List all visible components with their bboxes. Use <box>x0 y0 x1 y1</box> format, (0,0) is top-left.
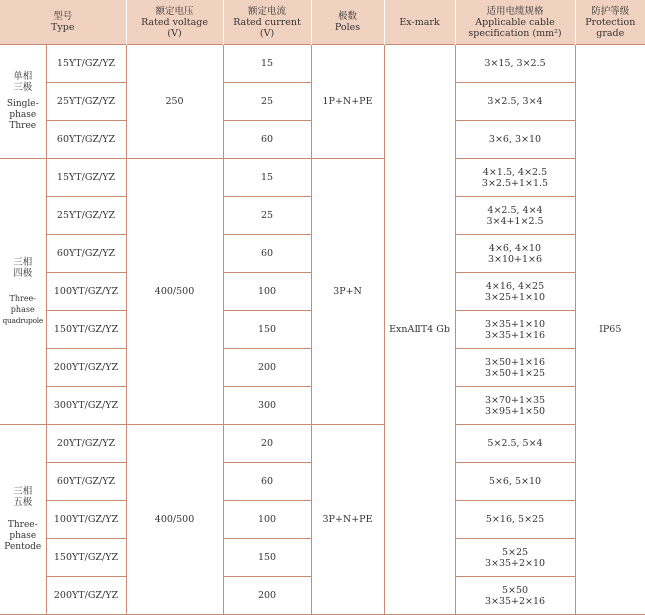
current-cell: 150 <box>223 311 311 349</box>
header-voltage: 额定电压 Rated voltage (V) <box>126 0 223 45</box>
cable-cell: 4×16, 4×25 3×25+1×10 <box>455 273 575 311</box>
header-exmark: Ex-mark <box>384 0 455 45</box>
current-cell: 200 <box>223 349 311 387</box>
cable-cell: 5×2.5, 5×4 <box>455 425 575 463</box>
group-label-three-phase-quadrupole: 三相 四极 Three- phase quadrupole <box>0 159 46 425</box>
group-label-single-phase: 单相 三极 Single- phase Three <box>0 45 46 159</box>
model-cell: 150YT/GZ/YZ <box>46 311 126 349</box>
model-cell: 100YT/GZ/YZ <box>46 501 126 539</box>
current-cell: 20 <box>223 425 311 463</box>
current-cell: 60 <box>223 463 311 501</box>
model-cell: 25YT/GZ/YZ <box>46 197 126 235</box>
header-row <box>0 0 645 45</box>
model-cell: 60YT/GZ/YZ <box>46 121 126 159</box>
cable-cell: 3×50+1×16 3×50+1×25 <box>455 349 575 387</box>
voltage-cell: 400/500 <box>126 159 223 425</box>
poles-cell: 3P+N <box>311 159 384 425</box>
model-cell: 25YT/GZ/YZ <box>46 83 126 121</box>
cable-cell: 3×70+1×35 3×95+1×50 <box>455 387 575 425</box>
table-row <box>0 159 645 197</box>
group-label-three-phase-pentode: 三相 五极 Three- phase Pentode <box>0 425 46 615</box>
model-cell: 15YT/GZ/YZ <box>46 45 126 83</box>
model-cell: 300YT/GZ/YZ <box>46 387 126 425</box>
cable-cell: 3×6, 3×10 <box>455 121 575 159</box>
current-cell: 15 <box>223 45 311 83</box>
cable-cell: 5×16, 5×25 <box>455 501 575 539</box>
protection-cell: IP65 <box>575 45 645 615</box>
cable-cell: 5×25 3×35+2×10 <box>455 539 575 577</box>
model-cell: 100YT/GZ/YZ <box>46 273 126 311</box>
cable-cell: 5×50 3×35+2×16 <box>455 577 575 615</box>
model-cell: 200YT/GZ/YZ <box>46 577 126 615</box>
current-cell: 150 <box>223 539 311 577</box>
current-cell: 15 <box>223 159 311 197</box>
model-cell: 150YT/GZ/YZ <box>46 539 126 577</box>
cable-cell: 4×2.5, 4×4 3×4+1×2.5 <box>455 197 575 235</box>
current-cell: 300 <box>223 387 311 425</box>
voltage-cell: 250 <box>126 45 223 159</box>
header-poles: 极数 Poles <box>311 0 384 45</box>
current-cell: 25 <box>223 83 311 121</box>
poles-cell: 1P+N+PE <box>311 45 384 159</box>
cable-cell: 3×2.5, 3×4 <box>455 83 575 121</box>
header-current: 额定电流 Rated current (V) <box>223 0 311 45</box>
current-cell: 100 <box>223 273 311 311</box>
table-row <box>0 425 645 463</box>
voltage-cell: 400/500 <box>126 425 223 615</box>
model-cell: 15YT/GZ/YZ <box>46 159 126 197</box>
header-protection: 防护等级 Protection grade <box>575 0 645 45</box>
cable-cell: 3×35+1×10 3×35+1×16 <box>455 311 575 349</box>
current-cell: 200 <box>223 577 311 615</box>
poles-cell: 3P+N+PE <box>311 425 384 615</box>
cable-cell: 4×6, 4×10 3×10+1×6 <box>455 235 575 273</box>
current-cell: 60 <box>223 121 311 159</box>
header-type: 型号 Type <box>0 0 126 45</box>
model-cell: 20YT/GZ/YZ <box>46 425 126 463</box>
header-cable: 适用电缆规格 Applicable cable specification (mm²) <box>455 0 575 45</box>
current-cell: 25 <box>223 197 311 235</box>
cable-cell: 4×1.5, 4×2.5 3×2.5+1×1.5 <box>455 159 575 197</box>
model-cell: 200YT/GZ/YZ <box>46 349 126 387</box>
current-cell: 60 <box>223 235 311 273</box>
exmark-cell: ExnAⅡT4 Gb <box>384 45 455 615</box>
cable-cell: 3×15, 3×2.5 <box>455 45 575 83</box>
current-cell: 100 <box>223 501 311 539</box>
table-row <box>0 45 645 83</box>
model-cell: 60YT/GZ/YZ <box>46 463 126 501</box>
model-cell: 60YT/GZ/YZ <box>46 235 126 273</box>
cable-cell: 5×6, 5×10 <box>455 463 575 501</box>
